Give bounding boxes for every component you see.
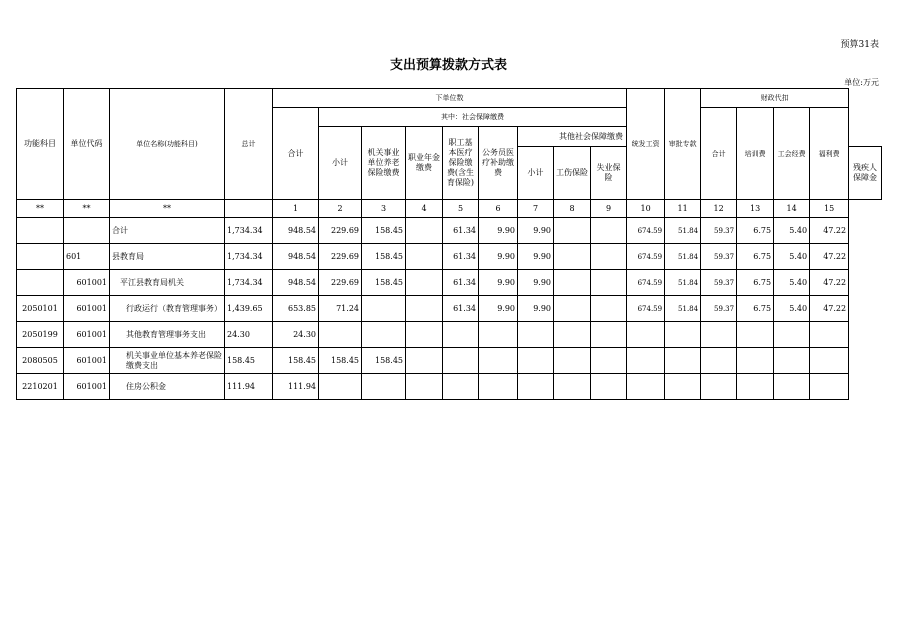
header-sum: 合计 xyxy=(273,108,319,200)
total-cell: 1,439.65 xyxy=(225,296,273,322)
value-cell-c2: 229.69 xyxy=(319,244,362,270)
value-cell-c6 xyxy=(479,348,518,374)
value-cell-c6: 9.90 xyxy=(479,244,518,270)
value-cell-c8 xyxy=(554,244,591,270)
value-cell-c15 xyxy=(810,322,849,348)
header-lower-unit: 下单位数 xyxy=(273,89,627,108)
value-cell-c3: 158.45 xyxy=(362,270,406,296)
value-cell-c8 xyxy=(554,348,591,374)
value-cell-c4 xyxy=(406,322,443,348)
value-cell-c7: 9.90 xyxy=(518,296,554,322)
value-cell-c13: 6.75 xyxy=(737,270,774,296)
unit-name-cell: 平江县教育局机关 xyxy=(110,270,225,296)
table-row xyxy=(17,218,882,244)
header-injury: 工伤保险 xyxy=(554,147,591,200)
index-cell: 6 xyxy=(479,200,518,218)
func-code-cell xyxy=(17,270,64,296)
header-union: 工会经费 xyxy=(774,108,810,200)
header-total: 总计 xyxy=(225,89,273,200)
value-cell-c8 xyxy=(554,218,591,244)
value-cell-c8 xyxy=(554,374,591,400)
unit-name-cell: 县教育局 xyxy=(110,244,225,270)
unit-code-cell: 601001 xyxy=(64,296,110,322)
value-cell-c2: 71.24 xyxy=(319,296,362,322)
index-cell: 12 xyxy=(701,200,737,218)
value-cell-c3: 158.45 xyxy=(362,218,406,244)
value-cell-c13: 6.75 xyxy=(737,296,774,322)
value-cell-c6: 9.90 xyxy=(479,218,518,244)
total-cell: 1,734.34 xyxy=(225,244,273,270)
value-cell-c5 xyxy=(443,348,479,374)
value-cell-c4 xyxy=(406,348,443,374)
table-row xyxy=(17,296,882,322)
header-fiscal: 财政代扣 xyxy=(701,89,849,108)
value-cell-c13: 6.75 xyxy=(737,218,774,244)
value-cell-c5: 61.34 xyxy=(443,296,479,322)
value-cell-c15: 47.22 xyxy=(810,296,849,322)
value-cell-c9 xyxy=(591,244,627,270)
total-cell: 24.30 xyxy=(225,322,273,348)
header-medical: 职工基本医疗保险缴费(含生育保险) xyxy=(443,127,479,200)
table-row xyxy=(17,322,882,348)
unit-name-cell: 其他教育管理事务支出 xyxy=(110,322,225,348)
value-cell-c6: 9.90 xyxy=(479,270,518,296)
value-cell-c1: 948.54 xyxy=(273,270,319,296)
value-cell-c11 xyxy=(665,348,701,374)
total-cell: 158.45 xyxy=(225,348,273,374)
value-cell-c7 xyxy=(518,348,554,374)
value-cell-c3 xyxy=(362,322,406,348)
index-cell: 11 xyxy=(665,200,701,218)
value-cell-c3 xyxy=(362,296,406,322)
value-cell-c14 xyxy=(774,374,810,400)
value-cell-c11 xyxy=(665,374,701,400)
header-unit-code: 单位代码 xyxy=(64,89,110,200)
value-cell-c3: 158.45 xyxy=(362,348,406,374)
value-cell-c12: 59.37 xyxy=(701,218,737,244)
value-cell-c10: 674.59 xyxy=(627,296,665,322)
value-cell-c6 xyxy=(479,374,518,400)
value-cell-c12 xyxy=(701,374,737,400)
value-cell-c12: 59.37 xyxy=(701,270,737,296)
value-cell-c10: 674.59 xyxy=(627,244,665,270)
value-cell-c4 xyxy=(406,218,443,244)
func-code-cell: 2050101 xyxy=(17,296,64,322)
value-cell-c7 xyxy=(518,322,554,348)
value-cell-c1: 24.30 xyxy=(273,322,319,348)
total-cell: 111.94 xyxy=(225,374,273,400)
value-cell-c11: 51.84 xyxy=(665,244,701,270)
value-cell-c2: 158.45 xyxy=(319,348,362,374)
value-cell-c12: 59.37 xyxy=(701,296,737,322)
value-cell-c7: 9.90 xyxy=(518,270,554,296)
value-cell-c13 xyxy=(737,322,774,348)
func-code-cell: 2050199 xyxy=(17,322,64,348)
table-row xyxy=(17,244,882,270)
header-subtotal: 小计 xyxy=(319,127,362,200)
value-cell-c15: 47.22 xyxy=(810,270,849,296)
header-unified-salary: 统发工资 xyxy=(627,89,665,200)
value-cell-c8 xyxy=(554,322,591,348)
value-cell-c11: 51.84 xyxy=(665,270,701,296)
value-cell-c7: 9.90 xyxy=(518,218,554,244)
header-welfare: 福利费 xyxy=(810,108,849,200)
func-code-cell: 2210201 xyxy=(17,374,64,400)
value-cell-c13: 6.75 xyxy=(737,244,774,270)
index-cell: 4 xyxy=(406,200,443,218)
value-cell-c2: 229.69 xyxy=(319,270,362,296)
value-cell-c14 xyxy=(774,322,810,348)
value-cell-c10: 674.59 xyxy=(627,270,665,296)
func-code-cell xyxy=(17,244,64,270)
value-cell-c5: 61.34 xyxy=(443,270,479,296)
header-other-social: 其他社会保障缴费 xyxy=(518,127,665,147)
value-cell-c7: 9.90 xyxy=(518,244,554,270)
value-cell-c9 xyxy=(591,296,627,322)
value-cell-c12: 59.37 xyxy=(701,244,737,270)
index-cell: 13 xyxy=(737,200,774,218)
index-cell: 10 xyxy=(627,200,665,218)
value-cell-c1: 158.45 xyxy=(273,348,319,374)
value-cell-c9 xyxy=(591,218,627,244)
table-row xyxy=(17,270,882,296)
index-cell: 3 xyxy=(362,200,406,218)
value-cell-c10 xyxy=(627,348,665,374)
unit-code-cell: 601001 xyxy=(64,374,110,400)
index-cell: 15 xyxy=(810,200,849,218)
header-func-code: 功能科目 xyxy=(17,89,64,200)
value-cell-c4 xyxy=(406,244,443,270)
value-cell-c3 xyxy=(362,374,406,400)
value-cell-c5 xyxy=(443,322,479,348)
value-cell-c9 xyxy=(591,270,627,296)
unit-code-cell: 601001 xyxy=(64,322,110,348)
unit-name-cell: 合计 xyxy=(110,218,225,244)
index-cell: 1 xyxy=(273,200,319,218)
value-cell-c9 xyxy=(591,322,627,348)
value-cell-c4 xyxy=(406,374,443,400)
header-unit-name: 单位名称(功能科目) xyxy=(110,89,225,200)
value-cell-c5: 61.34 xyxy=(443,218,479,244)
value-cell-c9 xyxy=(591,348,627,374)
unit-code-cell: 601001 xyxy=(64,270,110,296)
index-cell: 8 xyxy=(554,200,591,218)
header-fiscal-sum: 合计 xyxy=(701,108,737,200)
value-cell-c8 xyxy=(554,296,591,322)
page-number: 预算31表 xyxy=(840,40,879,50)
value-cell-c5 xyxy=(443,374,479,400)
header-disability: 残疾人保障金 xyxy=(849,147,882,200)
value-cell-c15: 47.22 xyxy=(810,218,849,244)
value-cell-c2 xyxy=(319,374,362,400)
func-code-cell: 2080505 xyxy=(17,348,64,374)
header-other-subtotal: 小计 xyxy=(518,147,554,200)
total-cell: 1,734.34 xyxy=(225,270,273,296)
index-cell xyxy=(225,200,273,218)
unit-name-cell: 住房公积金 xyxy=(110,374,225,400)
value-cell-c14: 5.40 xyxy=(774,218,810,244)
value-cell-c11: 51.84 xyxy=(665,296,701,322)
value-cell-c1: 111.94 xyxy=(273,374,319,400)
value-cell-c8 xyxy=(554,270,591,296)
unit-code-cell xyxy=(64,218,110,244)
index-cell: 2 xyxy=(319,200,362,218)
value-cell-c10 xyxy=(627,322,665,348)
index-cell: 14 xyxy=(774,200,810,218)
header-training: 培训费 xyxy=(737,108,774,200)
func-code-cell xyxy=(17,218,64,244)
header-unemployment: 失业保险 xyxy=(591,147,627,200)
value-cell-c7 xyxy=(518,374,554,400)
unit-name-cell: 行政运行（教育管理事务） xyxy=(110,296,225,322)
value-cell-c6 xyxy=(479,322,518,348)
index-cell: ** xyxy=(110,200,225,218)
value-cell-c15 xyxy=(810,348,849,374)
value-cell-c10 xyxy=(627,374,665,400)
value-cell-c2 xyxy=(319,322,362,348)
value-cell-c3: 158.45 xyxy=(362,244,406,270)
value-cell-c2: 229.69 xyxy=(319,218,362,244)
value-cell-c1: 948.54 xyxy=(273,218,319,244)
index-cell: ** xyxy=(64,200,110,218)
table-row xyxy=(17,348,882,374)
table-row xyxy=(17,374,882,400)
unit-code-cell: 601001 xyxy=(64,348,110,374)
total-cell: 1,734.34 xyxy=(225,218,273,244)
value-cell-c1: 948.54 xyxy=(273,244,319,270)
value-cell-c1: 653.85 xyxy=(273,296,319,322)
index-row xyxy=(17,200,882,218)
index-cell: ** xyxy=(17,200,64,218)
header-social-ins: 其中：社会保障缴费 xyxy=(319,108,627,127)
header-annuity: 职业年金缴费 xyxy=(406,127,443,200)
header-civil-medical: 公务员医疗补助缴费 xyxy=(479,127,518,200)
value-cell-c4 xyxy=(406,270,443,296)
value-cell-c11 xyxy=(665,322,701,348)
value-cell-c12 xyxy=(701,348,737,374)
budget-table xyxy=(16,88,882,400)
value-cell-c9 xyxy=(591,374,627,400)
value-cell-c14: 5.40 xyxy=(774,270,810,296)
index-cell: 7 xyxy=(518,200,554,218)
value-cell-c6: 9.90 xyxy=(479,296,518,322)
index-cell: 9 xyxy=(591,200,627,218)
value-cell-c12 xyxy=(701,322,737,348)
value-cell-c14: 5.40 xyxy=(774,244,810,270)
value-cell-c5: 61.34 xyxy=(443,244,479,270)
value-cell-c15: 47.22 xyxy=(810,244,849,270)
unit-name-cell: 机关事业单位基本养老保险缴费支出 xyxy=(110,348,225,374)
value-cell-c14: 5.40 xyxy=(774,296,810,322)
value-cell-c14 xyxy=(774,348,810,374)
value-cell-c13 xyxy=(737,374,774,400)
unit-label: 单位:万元 xyxy=(844,78,879,87)
index-cell: 5 xyxy=(443,200,479,218)
value-cell-c15 xyxy=(810,374,849,400)
value-cell-c11: 51.84 xyxy=(665,218,701,244)
value-cell-c10: 674.59 xyxy=(627,218,665,244)
header-approved: 审批专款 xyxy=(665,89,701,200)
page-title: 支出预算拨款方式表 xyxy=(389,58,507,73)
unit-code-cell: 601 xyxy=(64,244,110,270)
value-cell-c4 xyxy=(406,296,443,322)
value-cell-c13 xyxy=(737,348,774,374)
header-pension: 机关事业单位养老保险缴费 xyxy=(362,127,406,200)
